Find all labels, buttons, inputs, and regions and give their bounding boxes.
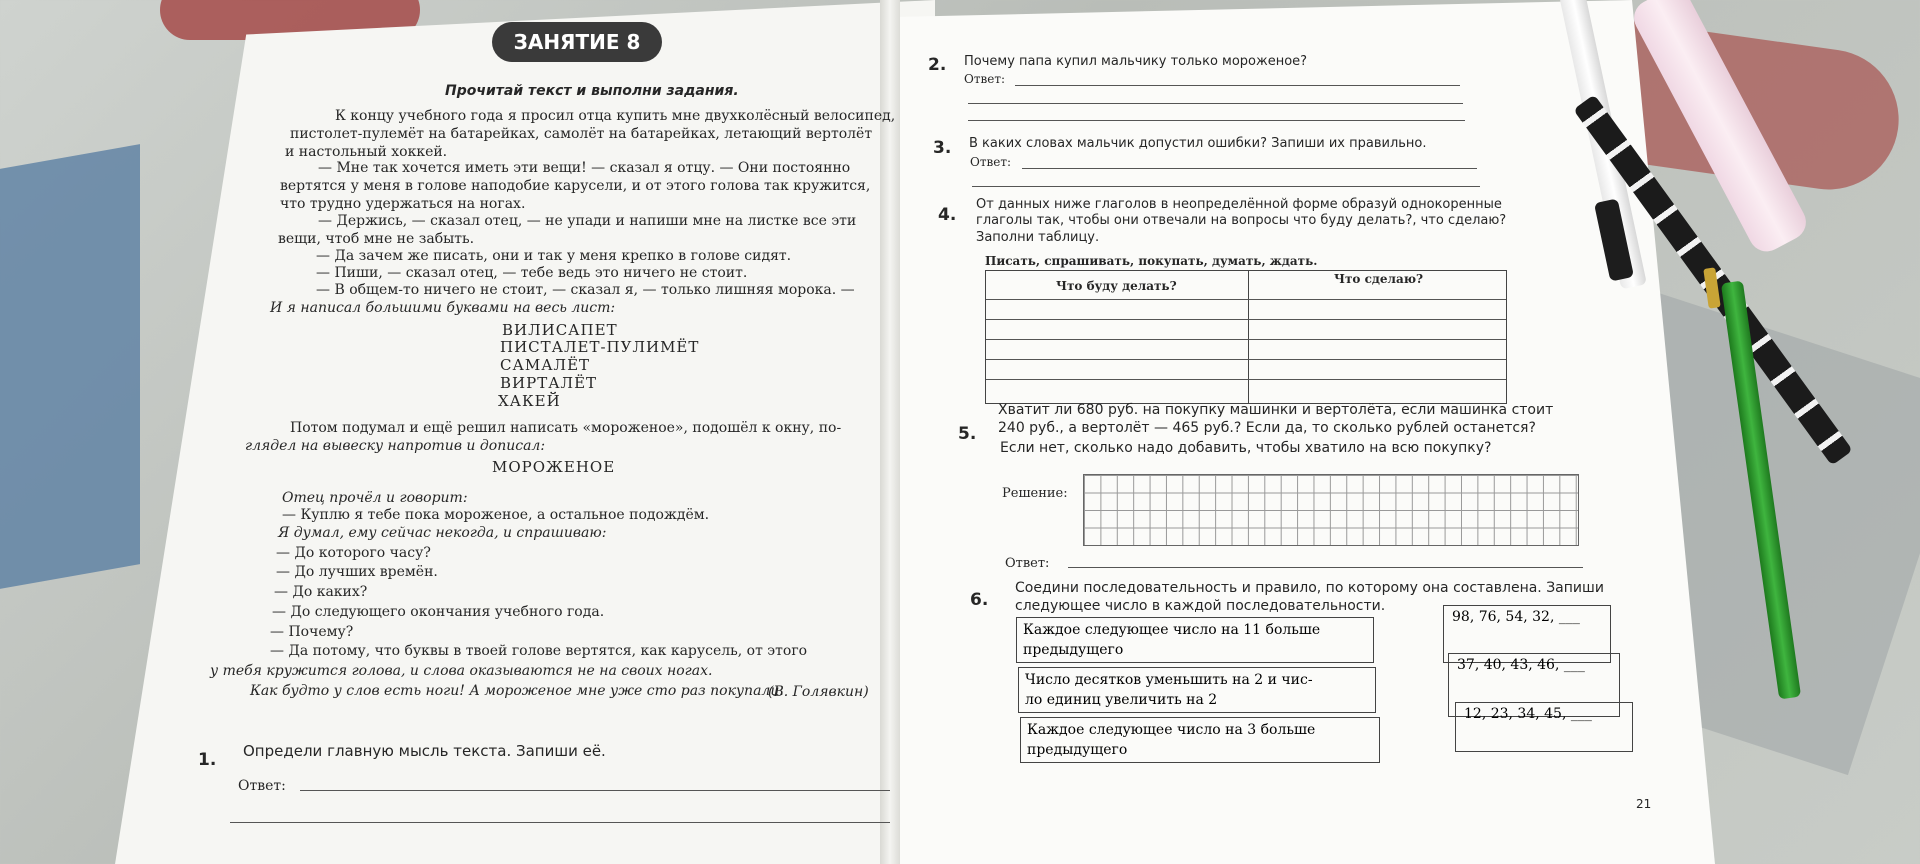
story-line: глядел на вывеску напротив и дописал: [245,438,546,454]
rule-text: Число десятков уменьшить на 2 и чис- [1025,672,1313,688]
sequence-box[interactable] [1455,702,1633,752]
question-4-number: 4. [938,205,957,225]
question-4-text: От данных ниже глаголов в неопределённой форме образуй однокоренные [976,197,1502,212]
caps-word: ВИЛИСАПЕТ [502,321,618,339]
verbs-list: Писать, спрашивать, покупать, думать, ждать. [985,254,1318,268]
question-3-text: В каких словах мальчик допустил ошибки? Запиши их правильно. [969,136,1427,151]
question-4-text: Заполни таблицу. [976,230,1100,245]
sequence-text: 37, 40, 43, 46, ___ [1457,657,1585,673]
answer-line[interactable] [968,120,1465,121]
table-tile-blue [0,144,140,596]
caps-word: ХАКЕЙ [498,392,561,410]
story-line: Я думал, ему сейчас некогда, и спрашиваю: [278,525,607,541]
story-line: Потом подумал и ещё решил написать «мороженое», подошёл к окну, по- [290,420,842,436]
answer-line[interactable] [968,103,1463,104]
story-line: — Мне так хочется иметь эти вещи! — сказал я отцу. — Они постоянно [318,160,851,176]
rule-text: предыдущего [1027,742,1128,758]
question-3-number: 3. [933,138,952,158]
answer-line[interactable] [972,186,1480,187]
verbs-table [985,270,1507,404]
story-line: Как будто у слов есть ноги! А мороженое мне уже сто раз покупали. [250,683,784,699]
question-1-number: 1. [198,750,217,770]
question-2-number: 2. [928,55,947,75]
question-4-text: глаголы так, чтобы они отвечали на вопросы что буду делать?, что сделаю? [976,213,1507,228]
table-row-line[interactable] [986,319,1506,320]
caps-word: ПИСТАЛЕТ-ПУЛИМЁТ [500,338,700,356]
solution-label: Решение: [1002,486,1068,501]
question-2-text: Почему папа купил мальчику только мороженое? [964,54,1308,69]
caps-word: САМАЛЁТ [500,356,591,374]
question-5-text: 240 руб., а вертолёт — 465 руб.? Если да, то сколько рублей останется? [998,420,1536,436]
book-spine [880,0,900,864]
story-line: вертятся у меня в голове наподобие карусели, и от этого голова так кружится, [280,178,871,194]
story-line: у тебя кружится голова, и слова оказываются не на своих ногах. [210,663,713,679]
table-row-line[interactable] [986,299,1506,300]
answer-line[interactable] [1015,85,1460,86]
rule-text: Каждое следующее число на 3 больше [1027,722,1316,738]
rule-box[interactable] [1018,667,1376,713]
question-5-number: 5. [958,424,977,444]
question-6-number: 6. [970,590,989,610]
answer-line[interactable] [1068,567,1583,568]
story-line: — До каких? [274,584,368,600]
rule-text: Каждое следующее число на 11 больше [1023,622,1321,638]
story-line: вещи, чтоб мне не забыть. [278,231,475,247]
story-line: — Пиши, — сказал отец, — тебе ведь это ничего не стоит. [316,265,748,281]
question-6-text: следующее число в каждой последовательности. [1015,598,1386,614]
caps-word: ВИРТАЛЁТ [500,374,598,392]
story-line: — Да потому, что буквы в твоей голове вертятся, как карусель, от этого [270,643,808,659]
story-line: — До лучших времён. [276,564,438,580]
caps-word: МОРОЖЕНОЕ [492,458,616,476]
story-line: — В общем-то ничего не стоит, — сказал я, — только лишняя морока. — [316,282,855,298]
story-line: И я написал большими буквами на весь лист: [270,300,616,316]
table-row-line[interactable] [986,339,1506,340]
story-line: — До которого часу? [276,545,431,561]
task-heading: Прочитай текст и выполни задания. [445,83,739,99]
story-line: — Почему? [270,624,354,640]
answer-label-5: Ответ: [1005,556,1050,571]
page-number: 21 [1636,797,1652,811]
table-divider [1248,271,1249,403]
rule-text: предыдущего [1023,642,1124,658]
lesson-badge: ЗАНЯТИЕ 8 [492,22,662,62]
rule-box[interactable] [1016,617,1374,663]
author: (В. Голявкин) [768,684,869,700]
question-5-text: Хватит ли 680 руб. на покупку машинки и вертолёта, если машинка стоит [998,402,1554,418]
answer-line[interactable] [300,790,890,791]
story-line: пистолет-пулемёт на батарейках, самолёт на батарейках, летающий вертолёт [290,126,873,142]
story-line: что трудно удержаться на ногах. [280,196,526,212]
question-5-text: Если нет, сколько надо добавить, чтобы хватило на всю покупку? [1000,440,1492,456]
answer-label-1: Ответ: [238,778,286,794]
question-1-text: Определи главную мысль текста. Запиши её. [243,742,606,760]
sequence-text: 98, 76, 54, 32, ___ [1452,609,1580,625]
table-header: Что сделаю? [1334,272,1424,286]
answer-line[interactable] [1022,168,1477,169]
sequence-text: 12, 23, 34, 45, ___ [1464,706,1592,722]
solution-grid[interactable] [1083,474,1579,546]
rule-text: ло единиц увеличить на 2 [1025,692,1218,708]
story-line: — Держись, — сказал отец, — не упади и напиши мне на листке все эти [318,213,857,229]
story-line: Отец прочёл и говорит: [282,490,468,506]
answer-line[interactable] [230,822,890,823]
table-header: Что буду делать? [1056,279,1177,293]
story-line: и настольный хоккей. [285,144,448,160]
story-line: — Куплю я тебе пока мороженое, а остальное подождём. [282,507,710,523]
answer-label-3: Ответ: [970,155,1012,169]
table-row-line[interactable] [986,359,1506,360]
story-line: — До следующего окончания учебного года. [272,604,605,620]
table-row-line[interactable] [986,379,1506,380]
story-line: К концу учебного года я просил отца купить мне двухколёсный велосипед, [335,108,896,124]
story-line: — Да зачем же писать, они и так у меня крепко в голове сидят. [316,248,792,264]
question-6-text: Соедини последовательность и правило, по которому она составлена. Запиши [1015,580,1604,596]
rule-box[interactable] [1020,717,1380,763]
answer-label-2: Ответ: [964,72,1006,86]
